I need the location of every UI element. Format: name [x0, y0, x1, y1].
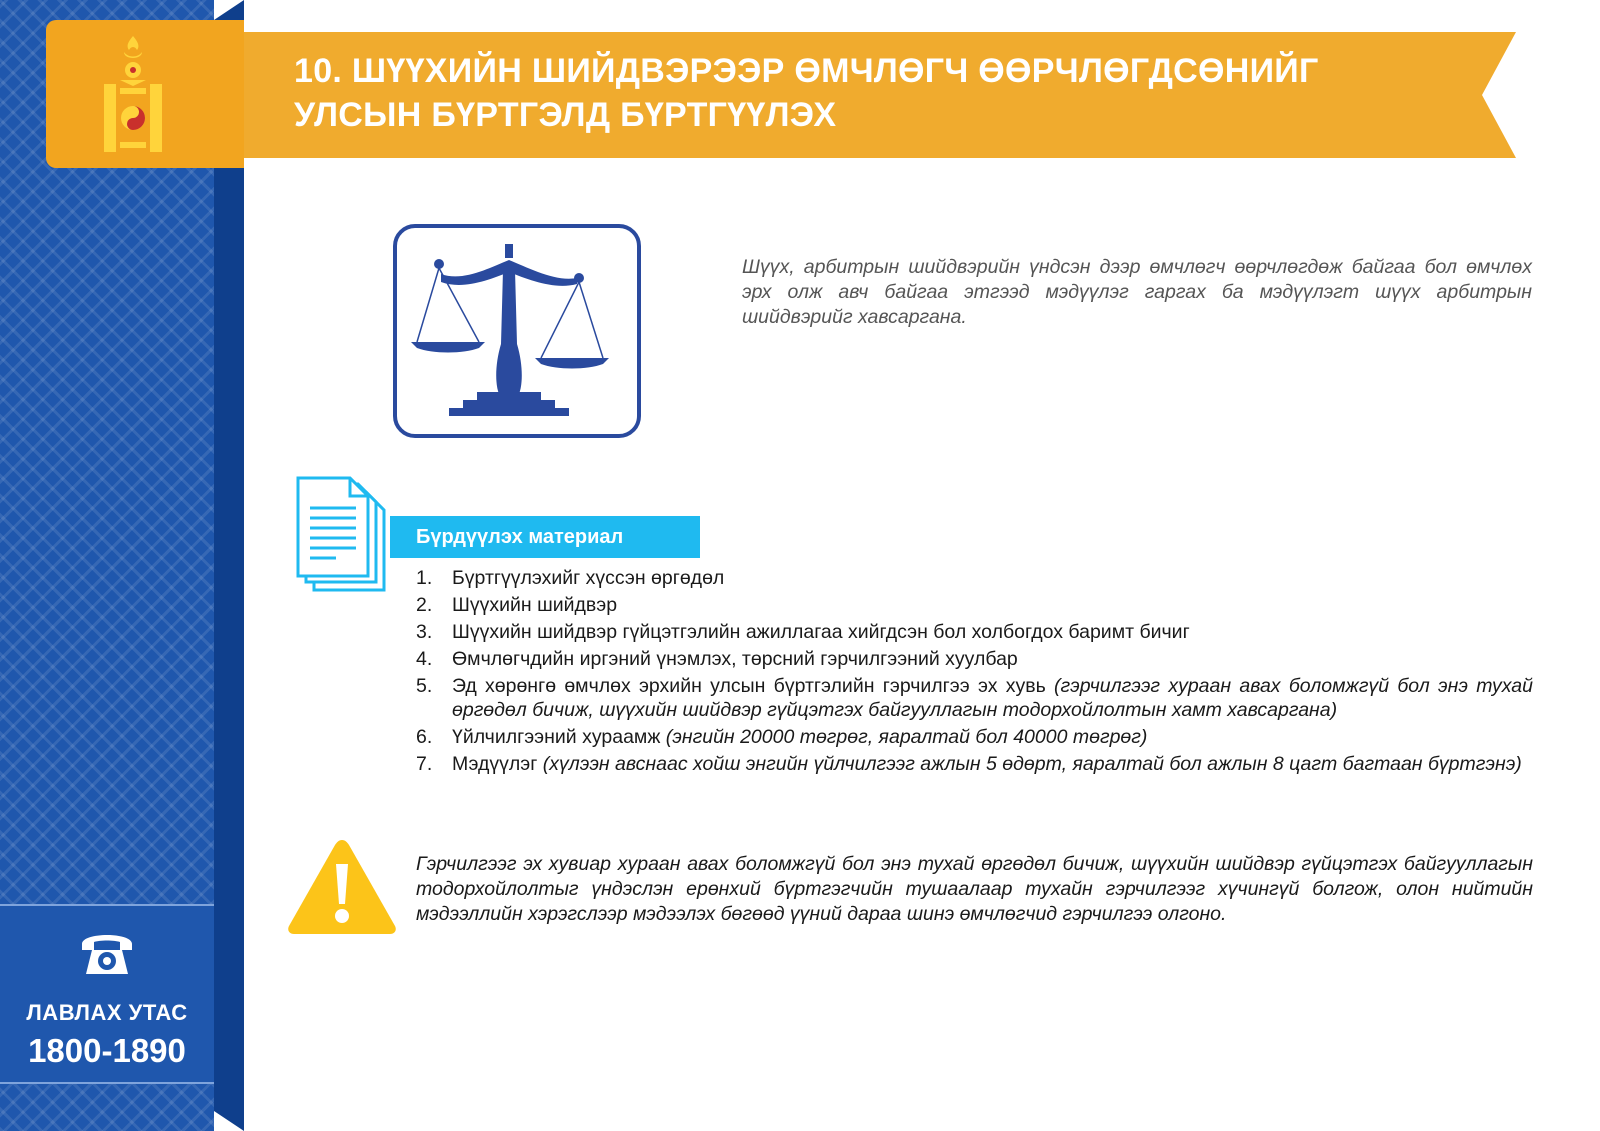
list-item: 2. Шүүхийн шийдвэр — [416, 594, 618, 616]
item-note: (хүлээн авснаас хойш энгийн үйлчилгээг ажлын 5 өдөрт, яаралтай бол ажлын 8 цагт багтаан бүртгэнэ) — [542, 753, 1522, 775]
materials-list — [416, 566, 1533, 779]
list-item: 4. Өмчлөгчдийн иргэний үнэмлэх, төрсний гэрчилгээний хуулбар — [416, 648, 1018, 670]
materials-header: Бүрдүүлэх материал — [390, 516, 700, 558]
item-note: (гэрчилгээг хураан авах боломжгүй бол энэ тухай өргөдөл бичиж, шүүхийн шийдвэр гүйцэтгэх байгууллагын тодорхойлолтын хамт хавсаргана) — [452, 675, 1533, 721]
item-text: Шүүхийн шийдвэр гүйцэтгэлийн ажиллагаа хийгдсэн бол холбогдох баримт бичиг — [452, 621, 1190, 643]
banner-shape — [244, 32, 1516, 158]
item-text: Эд хөрөнгө өмчлөх эрхийн улсын бүртгэлийн гэрчилгээ эх хувь — [452, 675, 1055, 697]
hotline-label: ЛАВЛАХ УТАС — [26, 1000, 188, 1025]
item-text: Мэдүүлэг — [452, 753, 543, 775]
list-item: 3. Шүүхийн шийдвэр гүйцэтгэлийн ажиллагаа хийгдсэн бол холбогдох баримт бичиг — [416, 621, 1190, 643]
warning-icon — [285, 836, 399, 938]
scales-of-justice-icon — [393, 224, 641, 438]
hotline-panel — [0, 904, 214, 1084]
sidebar-edge — [214, 0, 244, 1131]
list-item: 6. Үйлчилгээний хураамж (энгийн 20000 төгрөг, яаралтай бол 40000 төгрөг) — [416, 726, 1148, 748]
soyombo-icon — [98, 34, 168, 156]
warning-text: Гэрчилгээг эх хувиар хураан авах боломжгүй бол энэ тухай өргөдөл бичиж, шүүхийн шийдвэр гүйцэтгэх байгууллагын тодорхойлолтыг үндэслэн ерөнхий бүртгэгчийн тушаалаар тухайн гэрчилгээг хүчингүй болгож, олон нийтийн мэдээллийн хэрэгслээр мэдээлэх бөгөөд үүний дараа шинэ өмчлөгчид гэрчилгээ олгоно. — [416, 853, 1533, 925]
item-text: Үйлчилгээний хураамж — [452, 726, 666, 748]
documents-icon — [296, 476, 392, 596]
list-item: 1. Бүртгүүлэхийг хүссэн өргөдөл — [416, 567, 725, 589]
item-note: (энгийн 20000 төгрөг, яаралтай бол 40000 төгрөг) — [665, 726, 1148, 748]
phone-icon — [78, 924, 136, 980]
title-banner — [244, 32, 1516, 158]
item-text: Бүртгүүлэхийг хүссэн өргөдөл — [452, 567, 725, 589]
list-item: 7. Мэдүүлэг (хүлээн авснаас хойш энгийн үйлчилгээг ажлын 5 өдөрт, яаралтай бол ажлын 8 цагт багтаан бүртгэнэ) — [416, 753, 1522, 775]
page-title-line-1: 10. ШҮҮХИЙН ШИЙДВЭРЭЭР ӨМЧЛӨГЧ ӨӨРЧЛӨГДСӨНИЙГ — [294, 52, 1319, 90]
list-item: 5. Эд хөрөнгө өмчлөх эрхийн улсын бүртгэлийн гэрчилгээ эх хувь (гэрчилгээг хураан авах боломжгүй бол энэ тухай өргөдөл бичиж, шүүхийн шийдвэр гүйцэтгэх байгууллагын тодорхойлолтын хамт хавсаргана) — [416, 675, 1533, 721]
intro-paragraph: Шүүх, арбитрын шийдвэрийн үндсэн дээр өмчлөгч өөрчлөгдөж байгаа бол өмчлөх эрх олж авч байгаа этгээд мэдүүлэг гаргах ба мэдүүлэгт шүүх арбитрын шийдвэрийг хавсаргана. — [742, 256, 1532, 328]
hotline-number: 1800-1890 — [28, 1032, 186, 1069]
item-text: Өмчлөгчдийн иргэний үнэмлэх, төрсний гэрчилгээний хуулбар — [452, 648, 1018, 670]
state-emblem — [46, 20, 244, 168]
item-text: Шүүхийн шийдвэр — [452, 594, 618, 616]
page-title-line-2: УЛСЫН БҮРТГЭЛД БҮРТГҮҮЛЭХ — [294, 96, 837, 134]
